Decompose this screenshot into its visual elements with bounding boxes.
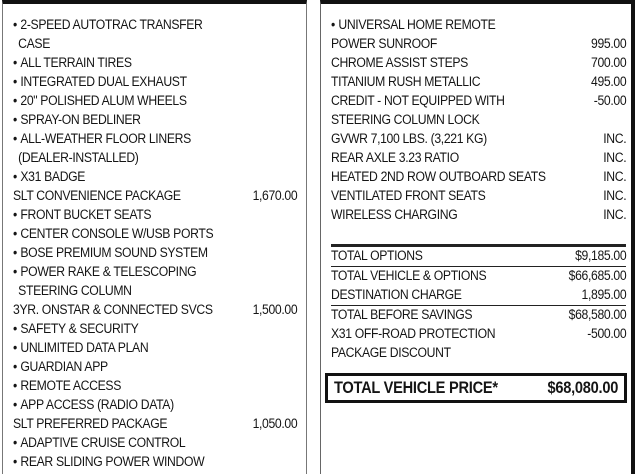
line-item: • POWER RAKE & TELESCOPING <box>13 263 297 282</box>
option-price: INC. <box>603 207 627 223</box>
line-item: • 20" POLISHED ALUM WHEELS <box>13 92 297 111</box>
line-item: • ALL TERRAIN TIRES <box>13 54 297 73</box>
total-vehicle-price-box <box>325 373 627 403</box>
line-item-continuation: STEERING COLUMN <box>18 283 132 299</box>
options-list-left <box>2 0 307 474</box>
spacer <box>331 225 627 244</box>
right-line-items <box>331 16 627 363</box>
line-item: • CENTER CONSOLE W/USB PORTS <box>13 225 297 244</box>
option-line: STEERING COLUMN LOCK <box>331 112 480 128</box>
line-item: • UNLIMITED DATA PLAN <box>13 339 297 358</box>
line-item: • INTEGRATED DUAL EXHAUST <box>13 73 297 92</box>
option-price: 495.00 <box>591 74 627 90</box>
discount-line-continuation: PACKAGE DISCOUNT <box>331 345 451 361</box>
line-item: • 2-SPEED AUTOTRAC TRANSFER <box>13 16 297 35</box>
line-item: • GUARDIAN APP <box>13 358 297 377</box>
option-price: 995.00 <box>591 36 627 52</box>
total-vehicle-price-label: TOTAL VEHICLE PRICE* <box>334 378 498 397</box>
option-line: REAR AXLE 3.23 RATIO INC. <box>331 150 627 166</box>
total-vehicle-options-line: TOTAL VEHICLE & OPTIONS $66,685.00 <box>331 268 627 284</box>
line-item-continuation: (DEALER-INSTALLED) <box>18 150 139 166</box>
option-price: INC. <box>603 169 627 185</box>
total-options-line: TOTAL OPTIONS $9,185.00 <box>331 244 626 267</box>
line-item: • ALL-WEATHER FLOOR LINERS <box>13 130 297 149</box>
option-line: HEATED 2ND ROW OUTBOARD SEATS INC. <box>331 169 627 185</box>
destination-charge-line: DESTINATION CHARGE 1,895.00 <box>331 286 626 306</box>
line-item: • REMOTE ACCESS <box>13 377 297 396</box>
option-line: WIRELESS CHARGING INC. <box>331 207 627 223</box>
option-line: VENTILATED FRONT SEATS INC. <box>331 188 627 204</box>
package-price: 1,050.00 <box>252 416 298 432</box>
package-price: 1,500.00 <box>252 302 298 318</box>
option-price: -50.00 <box>593 93 627 109</box>
line-item: • SAFETY & SECURITY <box>13 320 297 339</box>
option-price: INC. <box>603 150 627 166</box>
line-item: • BOSE PREMIUM SOUND SYSTEM <box>13 244 297 263</box>
option-line: CHROME ASSIST STEPS 700.00 <box>331 55 627 71</box>
line-item: • SPRAY-ON BEDLINER <box>13 111 297 130</box>
line-item-continuation: CASE <box>18 36 51 52</box>
discount-line: X31 OFF-ROAD PROTECTION -500.00 <box>331 326 627 342</box>
left-line-items <box>13 16 298 472</box>
options-list-right <box>320 0 635 474</box>
line-item: • REAR SLIDING POWER WINDOW <box>13 453 297 472</box>
line-item: • X31 BADGE <box>13 168 297 187</box>
line-item: • ADAPTIVE CRUISE CONTROL <box>13 434 297 453</box>
option-line: CREDIT - NOT EQUIPPED WITH -50.00 <box>331 93 627 109</box>
option-price: INC. <box>603 188 627 204</box>
option-price: INC. <box>603 131 627 147</box>
total-before-savings-line: TOTAL BEFORE SAVINGS $68,580.00 <box>331 307 627 323</box>
option-line: POWER SUNROOF 995.00 <box>331 36 627 52</box>
package-price: 1,670.00 <box>252 188 298 204</box>
package-line: SLT CONVENIENCE PACKAGE 1,670.00 <box>13 188 298 204</box>
line-item: • UNIVERSAL HOME REMOTE <box>331 16 626 35</box>
line-item: • APP ACCESS (RADIO DATA) <box>13 396 297 415</box>
line-item: • FRONT BUCKET SEATS <box>13 206 297 225</box>
option-line: GVWR 7,100 LBS. (3,221 KG) INC. <box>331 131 627 147</box>
package-line: 3YR. ONSTAR & CONNECTED SVCS 1,500.00 <box>13 302 298 318</box>
option-price: 700.00 <box>591 55 627 71</box>
total-vehicle-price-value: $68,080.00 <box>547 378 618 397</box>
option-line: TITANIUM RUSH METALLIC 495.00 <box>331 74 627 90</box>
package-line: SLT PREFERRED PACKAGE 1,050.00 <box>13 416 298 432</box>
